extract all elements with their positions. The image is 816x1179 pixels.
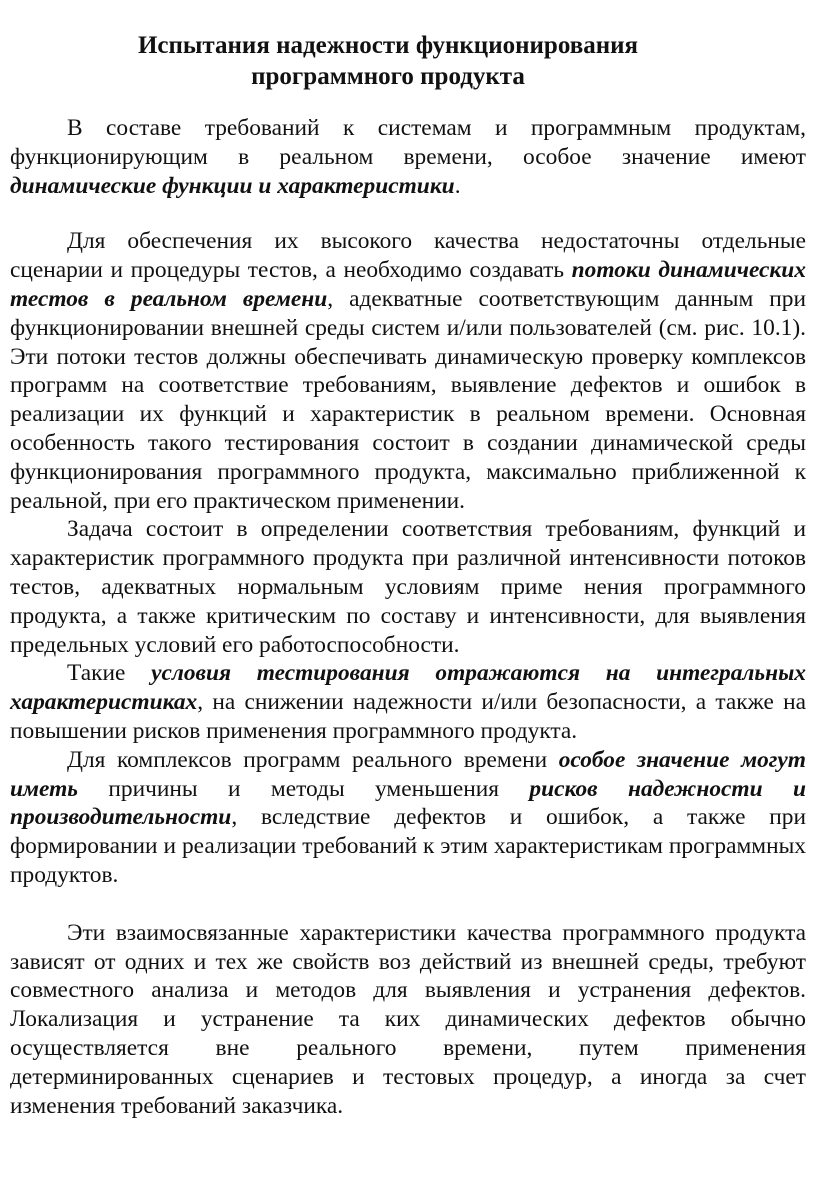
emphasis: особое значение могут иметь (10, 746, 806, 802)
paragraph-5: Для комплексов программ реального времени особое значение могут иметь причины и методы уменьшения рисков надежности и производительности, вследствие дефектов и ошибок, а также при формировании и реализации требований к этим характеристикам программных продуктов. (10, 746, 806, 888)
paragraph-4: Такие условия тестирования отражаются на интегральных характеристиках, на снижении надежности и/или безопасности, а также на повышении рисков применения программного продукта. (10, 660, 806, 744)
title-line-2: программного продукта (251, 63, 525, 90)
emphasis: динамические функции и характеристики (10, 172, 455, 199)
emphasis: рисков надежности и производительности (10, 775, 806, 831)
document-title (10, 30, 806, 92)
paragraph-2: Для обеспечения их высокого качества недостаточны отдельные сценарии и процедуры тестов, а необходимо создавать потоки динамических тестов в реальном времени, адекватные соответствующим данным при функционировании внешней среды систем и/или пользователей (см. рис. 10.1). Эти потоки тестов должны обеспечивать динамическую проверку комплексов программ на соответствие требованиям, выявление дефектов и ошибок в реализации их функций и характеристик в реальном времени. Основная особенность такого тестирования состоит в создании динамической среды функционирования программного продукта, максимально приближенной к реальной, при его практическом применении. (10, 228, 807, 514)
title-line-1: Испытания надежности функционирования (137, 32, 639, 59)
emphasis: потоки динамических тестов в реальном времени (10, 257, 806, 312)
paragraph-1: В составе требований к системам и программным продуктам, функционирующим в реальном времени, особое значение имеют динамические функции и характеристики. (10, 115, 806, 199)
paragraph-6: Эти взаимосвязанные характеристики качества программного продукта зависят от одних и тех же свойств воз действий из внешней среды, требуют совместного анализа и методов для выявления и устранения дефектов. Локализация и устранение та ких динамических дефектов обычно осуществляется вне реального времени, путем применения детерминированных сценариев и тестовых процедур, а иногда за счет изменения требований заказчика. (10, 919, 806, 1119)
emphasis: условия тестирования отражаются на интегральных характеристиках (10, 660, 806, 716)
paragraph-3: Задача состоит в определении соответствия требованиям, функций и характеристик программного продукта при различной интенсивности потоков тестов, адекватных нормальным условиям приме нения программного продукта, а также критическим по составу и интенсивности, для выявления предельных условий его работоспособности. (10, 516, 806, 658)
